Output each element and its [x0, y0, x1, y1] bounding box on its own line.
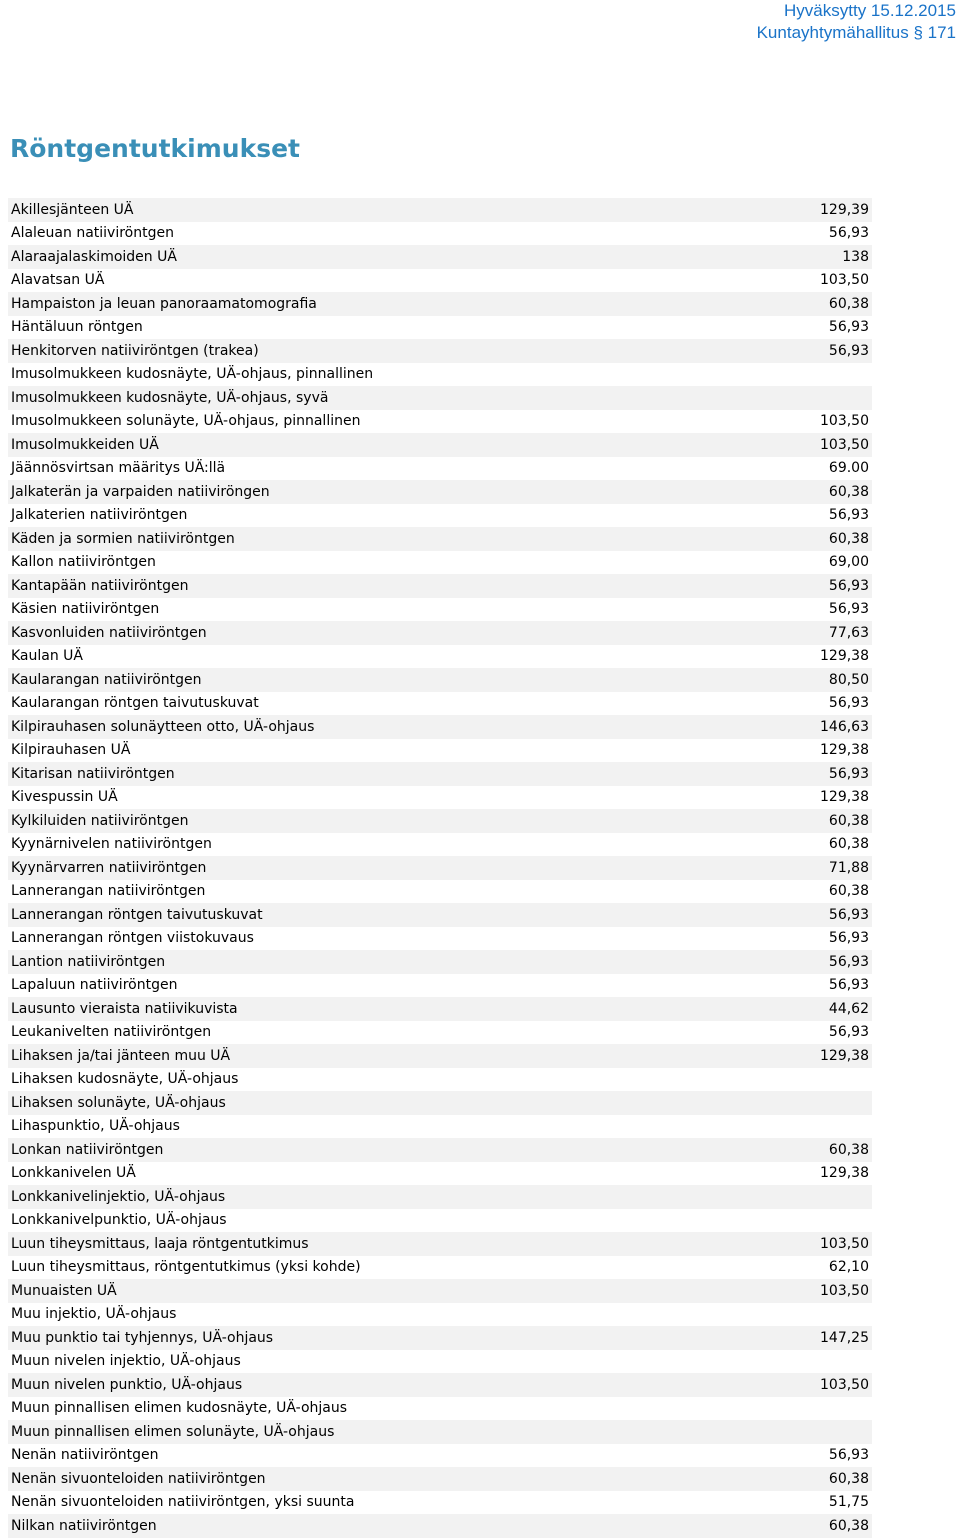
table-row	[8, 1209, 872, 1233]
examination-price: 56,93	[828, 765, 869, 782]
examination-price: 62,10	[828, 1259, 869, 1276]
examination-name: Lonkkanivelpunktio, UÄ-ohjaus	[11, 1212, 227, 1229]
table-row	[8, 504, 872, 528]
table-row	[8, 927, 872, 951]
examination-name: Käsien natiiviröntgen	[11, 601, 160, 618]
examination-name: Muun pinnallisen elimen kudosnäyte, UÄ-ohjaus	[11, 1400, 348, 1417]
examination-name: Kaularangan natiiviröntgen	[11, 671, 202, 688]
table-row	[8, 668, 872, 692]
table-row	[8, 1021, 872, 1045]
table-row	[8, 410, 872, 434]
table-row	[8, 363, 872, 387]
examination-price: 56,93	[828, 225, 869, 242]
examination-name: Lonkkanivelinjektio, UÄ-ohjaus	[11, 1188, 226, 1205]
table-row	[8, 598, 872, 622]
table-row	[8, 715, 872, 739]
table-row	[8, 1397, 872, 1421]
table-row	[8, 1467, 872, 1491]
examination-name: Kylkiluiden natiiviröntgen	[11, 812, 189, 829]
examination-name: Kaulan UÄ	[11, 648, 84, 665]
examination-price: 56,93	[828, 930, 869, 947]
table-row	[8, 903, 872, 927]
examination-price: 146,63	[820, 718, 869, 735]
table-row	[8, 433, 872, 457]
table-row	[8, 692, 872, 716]
examination-name: Lihaksen kudosnäyte, UÄ-ohjaus	[11, 1071, 239, 1088]
examination-price: 56,93	[828, 319, 869, 336]
table-row	[8, 809, 872, 833]
table-row	[8, 386, 872, 410]
table-row	[8, 621, 872, 645]
examination-name: Kilpirauhasen UÄ	[11, 742, 131, 759]
examination-price: 103,50	[820, 436, 869, 453]
examination-name: Kallon natiiviröntgen	[11, 554, 156, 571]
table-row	[8, 1091, 872, 1115]
examination-name: Luun tiheysmittaus, röntgentutkimus (yksi kohde)	[11, 1259, 361, 1276]
examination-price: 60,38	[828, 530, 869, 547]
table-row	[8, 527, 872, 551]
examination-price: 129,38	[820, 648, 869, 665]
examination-price: 129,38	[820, 789, 869, 806]
examination-name: Lantion natiiviröntgen	[11, 953, 166, 970]
examination-name: Muun pinnallisen elimen solunäyte, UÄ-ohjaus	[11, 1423, 335, 1440]
table-row	[8, 880, 872, 904]
examination-price: 60,38	[828, 1470, 869, 1487]
table-row	[8, 480, 872, 504]
examination-name: Jalkaterien natiiviröntgen	[11, 507, 188, 524]
table-row	[8, 198, 872, 222]
examination-name: Luun tiheysmittaus, laaja röntgentutkimus	[11, 1235, 309, 1252]
examination-price: 51,75	[828, 1494, 869, 1511]
table-row	[8, 1373, 872, 1397]
examination-price: 138	[842, 248, 869, 265]
examination-price: 71,88	[828, 859, 869, 876]
examination-name: Lapaluun natiiviröntgen	[11, 977, 178, 994]
table-row	[8, 1115, 872, 1139]
table-row	[8, 1044, 872, 1068]
examination-price: 56,93	[828, 906, 869, 923]
table-row	[8, 1162, 872, 1186]
examination-price: 147,25	[820, 1329, 869, 1346]
table-row	[8, 1420, 872, 1444]
examination-name: Imusolmukkeen solunäyte, UÄ-ohjaus, pinnallinen	[11, 413, 361, 430]
examination-price: 56,93	[828, 601, 869, 618]
price-table	[8, 198, 872, 1538]
examination-price: 60,38	[828, 295, 869, 312]
examination-name: Lannerangan natiiviröntgen	[11, 883, 206, 900]
examination-name: Lihaspunktio, UÄ-ohjaus	[11, 1118, 180, 1135]
table-row	[8, 1068, 872, 1092]
examination-price: 103,50	[820, 1282, 869, 1299]
examination-price: 69,00	[828, 554, 869, 571]
examination-price: 77,63	[828, 624, 869, 641]
examination-price: 103,50	[820, 1376, 869, 1393]
examination-price: 60,38	[828, 812, 869, 829]
table-row	[8, 245, 872, 269]
table-row	[8, 762, 872, 786]
examination-name: Muu injektio, UÄ-ohjaus	[11, 1306, 177, 1323]
examination-name: Imusolmukkeen kudosnäyte, UÄ-ohjaus, pinnallinen	[11, 366, 374, 383]
examination-price: 103,50	[820, 413, 869, 430]
examination-name: Muun nivelen punktio, UÄ-ohjaus	[11, 1376, 243, 1393]
table-row	[8, 551, 872, 575]
examination-price: 56,93	[828, 577, 869, 594]
table-row	[8, 1279, 872, 1303]
examination-name: Häntäluun röntgen	[11, 319, 143, 336]
table-row	[8, 1138, 872, 1162]
examination-name: Munuaisten UÄ	[11, 1282, 117, 1299]
examination-name: Kyynärnivelen natiiviröntgen	[11, 836, 212, 853]
examination-name: Kilpirauhasen solunäytteen otto, UÄ-ohjaus	[11, 718, 315, 735]
table-row	[8, 1256, 872, 1280]
table-row	[8, 1350, 872, 1374]
examination-name: Kyynärvarren natiiviröntgen	[11, 859, 207, 876]
examination-price: 56,93	[828, 1447, 869, 1464]
table-row	[8, 1514, 872, 1538]
examination-name: Leukanivelten natiiviröntgen	[11, 1024, 212, 1041]
examination-name: Muu punktio tai tyhjennys, UÄ-ohjaus	[11, 1329, 274, 1346]
examination-name: Jalkaterän ja varpaiden natiiviröngen	[11, 483, 270, 500]
examination-name: Lihaksen ja/tai jänteen muu UÄ	[11, 1047, 231, 1064]
examination-price: 44,62	[828, 1000, 869, 1017]
examination-price: 56,93	[828, 507, 869, 524]
examination-price: 129,39	[820, 201, 869, 218]
examination-name: Lannerangan röntgen taivutuskuvat	[11, 906, 263, 923]
examination-name: Kivespussin UÄ	[11, 789, 118, 806]
table-row	[8, 292, 872, 316]
examination-name: Lannerangan röntgen viistokuvaus	[11, 930, 254, 947]
examination-price: 129,38	[820, 1047, 869, 1064]
examination-name: Alaraajalaskimoiden UÄ	[11, 248, 177, 265]
examination-name: Alaleuan natiiviröntgen	[11, 225, 174, 242]
examination-name: Muun nivelen injektio, UÄ-ohjaus	[11, 1353, 241, 1370]
table-row	[8, 1326, 872, 1350]
table-row	[8, 1185, 872, 1209]
table-row	[8, 316, 872, 340]
examination-price: 56,93	[828, 342, 869, 359]
examination-price: 103,50	[820, 272, 869, 289]
examination-name: Lonkan natiiviröntgen	[11, 1141, 164, 1158]
examination-name: Nenän natiiviröntgen	[11, 1447, 159, 1464]
table-row	[8, 574, 872, 598]
table-row	[8, 856, 872, 880]
examination-name: Nenän sivuonteloiden natiiviröntgen, yksi suunta	[11, 1494, 355, 1511]
examination-name: Kaularangan röntgen taivutuskuvat	[11, 695, 259, 712]
approval-date: Hyväksytty 15.12.2015	[784, 1, 956, 20]
examination-price: 56,93	[828, 695, 869, 712]
examination-price: 129,38	[820, 1165, 869, 1182]
examination-name: Nenän sivuonteloiden natiiviröntgen	[11, 1470, 266, 1487]
table-row	[8, 1491, 872, 1515]
examination-price: 129,38	[820, 742, 869, 759]
examination-price: 80,50	[828, 671, 869, 688]
examination-name: Käden ja sormien natiiviröntgen	[11, 530, 235, 547]
examination-price: 56,93	[828, 1024, 869, 1041]
table-row	[8, 950, 872, 974]
examination-name: Lihaksen solunäyte, UÄ-ohjaus	[11, 1094, 226, 1111]
table-row	[8, 457, 872, 481]
examination-price: 60,38	[828, 1141, 869, 1158]
examination-name: Imusolmukkeiden UÄ	[11, 436, 159, 453]
table-row	[8, 222, 872, 246]
examination-name: Lausunto vieraista natiivikuvista	[11, 1000, 238, 1017]
examination-name: Akillesjänteen UÄ	[11, 201, 134, 218]
board-section: Kuntayhtymähallitus § 171	[756, 23, 956, 42]
examination-price: 69.00	[828, 460, 869, 477]
examination-name: Kitarisan natiiviröntgen	[11, 765, 175, 782]
examination-name: Kantapään natiiviröntgen	[11, 577, 189, 594]
examination-name: Alavatsan UÄ	[11, 272, 105, 289]
page-title: Röntgentutkimukset	[10, 134, 300, 163]
examination-name: Hampaiston ja leuan panoraamatomografia	[11, 295, 317, 312]
table-row	[8, 739, 872, 763]
examination-name: Jäännösvirtsan määritys UÄ:llä	[11, 460, 226, 477]
table-row	[8, 339, 872, 363]
table-row	[8, 645, 872, 669]
table-row	[8, 974, 872, 998]
table-row	[8, 1444, 872, 1468]
table-row	[8, 786, 872, 810]
table-row	[8, 1303, 872, 1327]
table-row	[8, 269, 872, 293]
table-row	[8, 833, 872, 857]
examination-name: Imusolmukkeen kudosnäyte, UÄ-ohjaus, syvä	[11, 389, 329, 406]
examination-name: Nilkan natiiviröntgen	[11, 1517, 157, 1534]
document-header	[757, 0, 956, 44]
examination-price: 60,38	[828, 836, 869, 853]
examination-price: 56,93	[828, 953, 869, 970]
examination-price: 60,38	[828, 483, 869, 500]
examination-price: 60,38	[828, 883, 869, 900]
examination-name: Kasvonluiden natiiviröntgen	[11, 624, 207, 641]
examination-price: 60,38	[828, 1517, 869, 1534]
examination-name: Lonkkanivelen UÄ	[11, 1165, 136, 1182]
examination-price: 103,50	[820, 1235, 869, 1252]
table-row	[8, 997, 872, 1021]
table-row	[8, 1232, 872, 1256]
examination-name: Henkitorven natiiviröntgen (trakea)	[11, 342, 259, 359]
examination-price: 56,93	[828, 977, 869, 994]
